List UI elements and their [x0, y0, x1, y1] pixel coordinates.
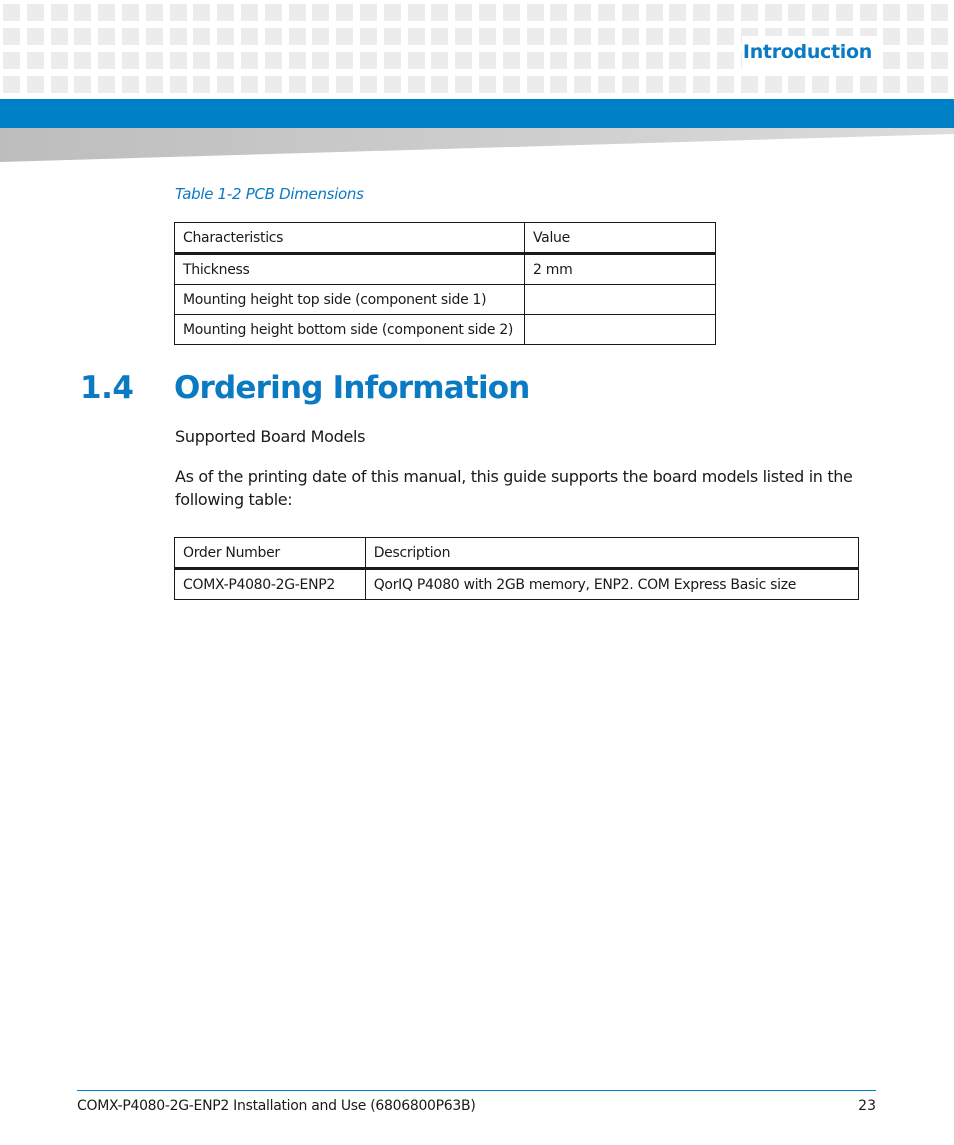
header-pattern-tile: [217, 4, 234, 21]
table-cell: Mounting height bottom side (component side 2): [175, 315, 525, 345]
header-grey-wedge: [0, 128, 954, 164]
header-pattern-tile: [27, 4, 44, 21]
header-pattern-tile: [907, 76, 924, 93]
table-cell: QorIQ P4080 with 2GB memory, ENP2. COM Express Basic size: [365, 569, 858, 600]
header-pattern-tile: [598, 4, 615, 21]
header-pattern-tile: [622, 76, 639, 93]
header-pattern-tile: [479, 4, 496, 21]
header-pattern-tile: [741, 4, 758, 21]
header-pattern-tile: [3, 52, 20, 69]
header-pattern-tile: [598, 76, 615, 93]
table-header-row: [175, 223, 716, 254]
header-pattern-tile: [907, 4, 924, 21]
table-cell: Thickness: [175, 254, 525, 285]
header-pattern-tile: [74, 4, 91, 21]
header-pattern-tile: [217, 76, 234, 93]
header-pattern-tile: [931, 4, 948, 21]
header-pattern-tile: [51, 4, 68, 21]
header-pattern-tile: [289, 4, 306, 21]
header-pattern-tile: [765, 76, 782, 93]
header-pattern-tile: [170, 4, 187, 21]
header-pattern-tile: [622, 52, 639, 69]
header-pattern-tile: [455, 76, 472, 93]
header-pattern-tile: [51, 76, 68, 93]
header-pattern-tile: [455, 28, 472, 45]
header-pattern-tile: [669, 4, 686, 21]
header-pattern-tile: [479, 76, 496, 93]
header-pattern-tile: [289, 52, 306, 69]
table-caption: Table 1-2 PCB Dimensions: [175, 185, 364, 203]
table-row: [175, 285, 716, 315]
header-pattern-tile: [360, 28, 377, 45]
header-pattern-tile: [312, 4, 329, 21]
header-pattern-tile: [883, 28, 900, 45]
header-pattern-tile: [503, 76, 520, 93]
header-pattern-tile: [265, 4, 282, 21]
header-pattern-tile: [431, 28, 448, 45]
header-pattern-tile: [836, 4, 853, 21]
header-pattern-tile: [503, 52, 520, 69]
header-pattern-tile: [312, 28, 329, 45]
header-pattern-tile: [646, 4, 663, 21]
table-row: [175, 569, 859, 600]
header-pattern-tile: [384, 4, 401, 21]
header-pattern-tile: [788, 4, 805, 21]
header-pattern-tile: [51, 52, 68, 69]
header-pattern-tile: [241, 28, 258, 45]
footer-document-title: COMX-P4080-2G-ENP2 Installation and Use (6806800P63B): [77, 1098, 476, 1114]
table-cell: 2 mm: [524, 254, 715, 285]
header-pattern-tile: [265, 52, 282, 69]
header-pattern-tile: [27, 28, 44, 45]
header-pattern-tile: [693, 4, 710, 21]
header-pattern-tile: [527, 4, 544, 21]
header-pattern-tile: [408, 52, 425, 69]
header-pattern-tile: [146, 76, 163, 93]
table-header-row: [175, 538, 859, 569]
header-pattern-tile: [860, 4, 877, 21]
header-pattern-tile: [479, 52, 496, 69]
header-pattern-tile: [527, 52, 544, 69]
header-pattern-tile: [336, 52, 353, 69]
pcb-dimensions-table: [174, 222, 716, 345]
header-pattern-tile: [717, 4, 734, 21]
header-pattern-tile: [98, 4, 115, 21]
header-pattern-tile: [360, 4, 377, 21]
table-cell: [524, 285, 715, 315]
header-pattern-tile: [312, 52, 329, 69]
header-pattern-tile: [503, 28, 520, 45]
header-pattern-tile: [550, 28, 567, 45]
header-pattern-tile: [717, 52, 734, 69]
header-pattern-tile: [669, 76, 686, 93]
header-pattern-tile: [241, 76, 258, 93]
header-pattern-tile: [122, 76, 139, 93]
header-pattern-tile: [931, 28, 948, 45]
header-pattern-tile: [27, 52, 44, 69]
header-pattern-tile: [3, 76, 20, 93]
header-pattern-tile: [741, 76, 758, 93]
header-pattern-tile: [503, 4, 520, 21]
table-row: [175, 254, 716, 285]
header-pattern-tile: [336, 4, 353, 21]
header-pattern-tile: [431, 4, 448, 21]
header-pattern-tile: [669, 28, 686, 45]
header-pattern-tile: [717, 28, 734, 45]
header-pattern-tile: [51, 28, 68, 45]
header-pattern-tile: [384, 52, 401, 69]
header-pattern-tile: [550, 76, 567, 93]
header-pattern-tile: [289, 76, 306, 93]
header-pattern-tile: [550, 52, 567, 69]
column-header: Characteristics: [175, 223, 525, 254]
table-cell: COMX-P4080-2G-ENP2: [175, 569, 366, 600]
subheading: Supported Board Models: [175, 427, 366, 446]
header-pattern-tile: [431, 52, 448, 69]
header-pattern-tile: [907, 52, 924, 69]
header-pattern-tile: [336, 28, 353, 45]
table-row: [175, 315, 716, 345]
header-pattern-tile: [122, 52, 139, 69]
header-pattern-tile: [765, 4, 782, 21]
header-pattern-tile: [622, 28, 639, 45]
header-pattern-tile: [527, 76, 544, 93]
footer-rule: [77, 1090, 876, 1091]
header-pattern-tile: [3, 28, 20, 45]
section-number: 1.4: [80, 370, 134, 406]
header-pattern-tile: [122, 28, 139, 45]
header-pattern-tile: [27, 76, 44, 93]
column-header: Description: [365, 538, 858, 569]
header-pattern-tile: [669, 52, 686, 69]
header-pattern-tile: [193, 28, 210, 45]
header-pattern-tile: [146, 28, 163, 45]
section-title: Ordering Information: [174, 370, 530, 406]
header-pattern-tile: [193, 4, 210, 21]
header-pattern-tile: [646, 28, 663, 45]
header-pattern-tile: [74, 28, 91, 45]
header-pattern-tile: [122, 4, 139, 21]
header-pattern-tile: [883, 52, 900, 69]
header-pattern-tile: [598, 28, 615, 45]
header-pattern-tile: [408, 76, 425, 93]
header-pattern-tile: [241, 52, 258, 69]
header-pattern-tile: [550, 4, 567, 21]
header-pattern-tile: [74, 76, 91, 93]
header-pattern-tile: [241, 4, 258, 21]
header-pattern-tile: [622, 4, 639, 21]
header-pattern-tile: [646, 52, 663, 69]
table-cell: [524, 315, 715, 345]
header-pattern-tile: [717, 76, 734, 93]
header-pattern-tile: [265, 28, 282, 45]
body-paragraph: As of the printing date of this manual, this guide supports the board models listed in the following table:: [175, 467, 853, 509]
header-pattern-tile: [193, 76, 210, 93]
header-pattern-tile: [574, 52, 591, 69]
header-pattern-tile: [455, 4, 472, 21]
header-pattern-tile: [931, 76, 948, 93]
header-pattern-tile: [646, 76, 663, 93]
header-pattern-tile: [812, 4, 829, 21]
header-pattern-tile: [574, 28, 591, 45]
header-pattern-tile: [170, 28, 187, 45]
column-header: Order Number: [175, 538, 366, 569]
header-pattern-tile: [788, 76, 805, 93]
header-pattern-tile: [146, 4, 163, 21]
header-pattern-tile: [170, 76, 187, 93]
header-pattern-tile: [693, 76, 710, 93]
header-pattern-tile: [193, 52, 210, 69]
header-pattern-tile: [146, 52, 163, 69]
header-blue-bar: [0, 99, 954, 128]
header-pattern-tile: [98, 28, 115, 45]
page-number: 23: [858, 1098, 876, 1114]
header-pattern-tile: [455, 52, 472, 69]
header-pattern-tile: [265, 76, 282, 93]
header-pattern-tile: [408, 28, 425, 45]
header-pattern-tile: [693, 28, 710, 45]
header-pattern-tile: [98, 52, 115, 69]
header-pattern-tile: [384, 28, 401, 45]
header-pattern-tile: [408, 4, 425, 21]
header-pattern-tile: [907, 28, 924, 45]
header-pattern-tile: [598, 52, 615, 69]
chapter-title: Introduction: [742, 41, 872, 63]
header-pattern-tile: [574, 76, 591, 93]
header-pattern-tile: [98, 76, 115, 93]
column-header: Value: [524, 223, 715, 254]
header-pattern-tile: [883, 4, 900, 21]
header-pattern-tile: [217, 52, 234, 69]
header-pattern-tile: [384, 76, 401, 93]
ordering-table: [174, 537, 859, 600]
header-pattern-tile: [3, 4, 20, 21]
table-cell: Mounting height top side (component side 1): [175, 285, 525, 315]
header-pattern-tile: [170, 52, 187, 69]
header-pattern-tile: [860, 76, 877, 93]
header-pattern-tile: [360, 52, 377, 69]
header-pattern-tile: [217, 28, 234, 45]
header-pattern-tile: [360, 76, 377, 93]
header-pattern-tile: [479, 28, 496, 45]
header-pattern-tile: [74, 52, 91, 69]
header-pattern-tile: [693, 52, 710, 69]
header-pattern-tile: [574, 4, 591, 21]
header-pattern-tile: [431, 76, 448, 93]
header-pattern-tile: [336, 76, 353, 93]
header-pattern-tile: [527, 28, 544, 45]
header-pattern-tile: [812, 76, 829, 93]
header-pattern-tile: [836, 76, 853, 93]
header-pattern-tile: [289, 28, 306, 45]
header-pattern-tile: [931, 52, 948, 69]
header-pattern-tile: [312, 76, 329, 93]
header-pattern-tile: [883, 76, 900, 93]
